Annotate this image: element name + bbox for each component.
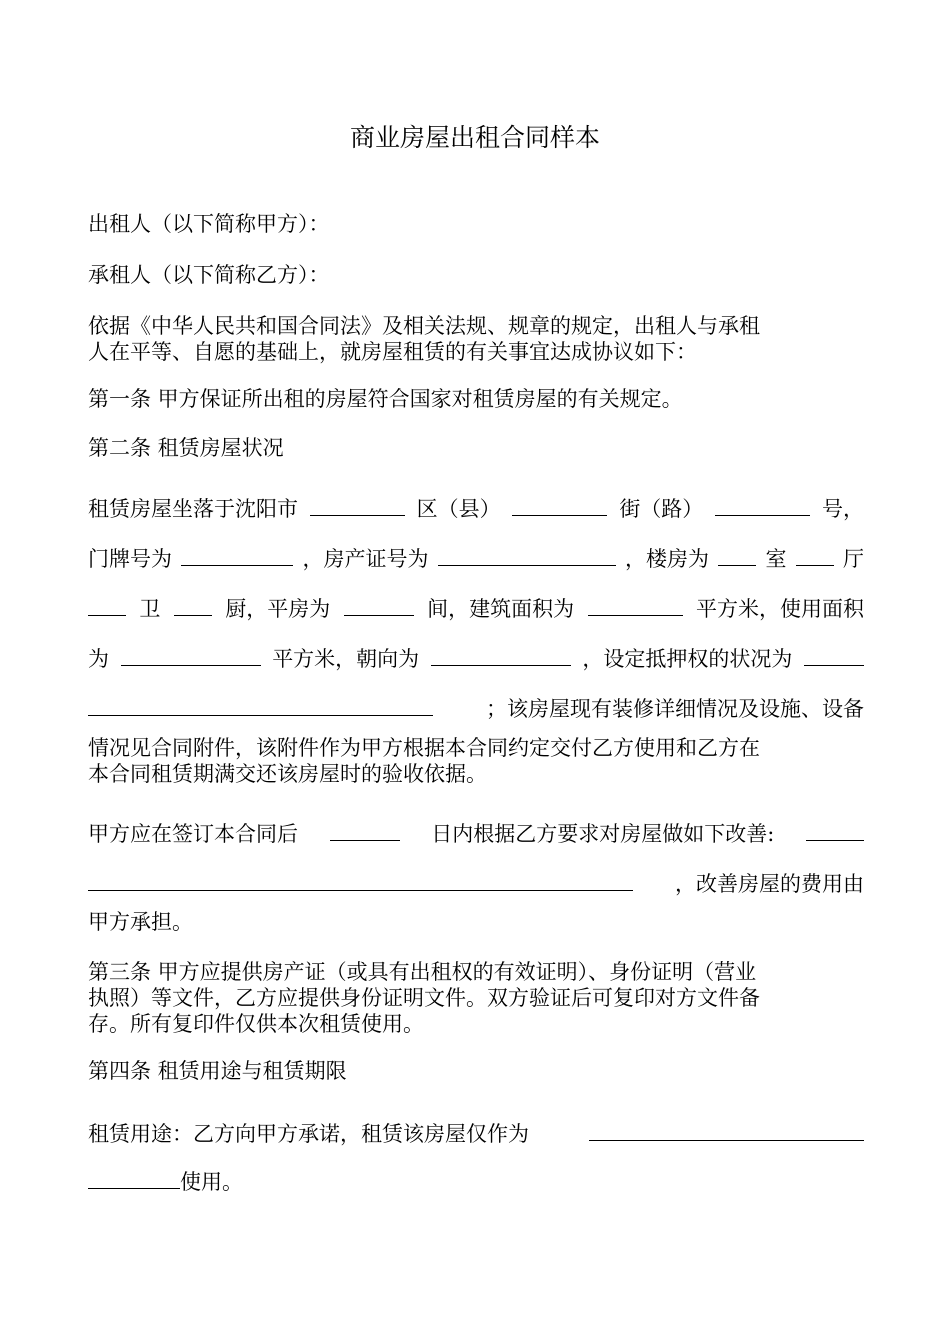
days-blank bbox=[330, 821, 400, 841]
area-label: 间，建筑面积为 bbox=[427, 597, 575, 621]
article-3-line-2: 执照）等文件，乙方应提供身份证明文件。双方验证后可复印对方文件备 bbox=[88, 986, 760, 1010]
room-label: 室 bbox=[765, 547, 787, 571]
use-area-label: 平方米，使用面积 bbox=[695, 597, 864, 621]
article-1: 第一条 甲方保证所出租的房屋符合国家对租赁房屋的有关规定。 bbox=[88, 387, 683, 411]
improve-line-2 bbox=[88, 871, 864, 897]
hall-blank bbox=[796, 546, 834, 566]
intro-line-2: 人在平等、自愿的基础上，就房屋租赁的有关事宜达成协议如下： bbox=[88, 340, 697, 364]
location-prefix: 租赁房屋坐落于沈阳市 bbox=[88, 497, 298, 521]
building-area-blank bbox=[588, 596, 683, 616]
lessor-line: 出租人（以下简称甲方）： bbox=[88, 212, 330, 236]
usage-prefix: 租赁用途：乙方向甲方承诺，租赁该房屋仅作为 bbox=[88, 1122, 529, 1146]
article-2-heading: 第二条 租赁房屋状况 bbox=[88, 436, 284, 460]
improve-cost: ，改善房屋的费用由 bbox=[675, 872, 864, 896]
area-wei: 为 bbox=[88, 647, 109, 671]
door-line bbox=[88, 546, 864, 572]
area-line bbox=[88, 646, 864, 672]
location-line bbox=[88, 496, 864, 522]
mortgage-label: ，设定抵押权的状况为 bbox=[582, 647, 793, 671]
mortgage-blank-start bbox=[804, 646, 864, 666]
number-label: 号， bbox=[821, 497, 864, 521]
street-label: 街（路） bbox=[619, 497, 704, 521]
bath-blank bbox=[88, 596, 126, 616]
improve-middle: 日内根据乙方要求对房屋做如下改善: bbox=[431, 822, 775, 846]
usage-suffix: 使用。 bbox=[180, 1170, 243, 1194]
decoration-text: ；该房屋现有装修详细情况及设施、设备 bbox=[486, 697, 864, 721]
improve-line-3: 甲方承担。 bbox=[88, 910, 193, 934]
door-prefix: 门牌号为 bbox=[88, 547, 172, 571]
cert-number-blank bbox=[438, 546, 616, 566]
improve-blank-start bbox=[806, 821, 864, 841]
intro-line-1 bbox=[88, 313, 864, 339]
article-3-line-3: 存。所有复印件仅供本次租赁使用。 bbox=[88, 1012, 424, 1036]
kitchen-blank bbox=[174, 596, 212, 616]
improve-prefix: 甲方应在签订本合同后 bbox=[88, 822, 298, 846]
improve-line-1 bbox=[88, 821, 864, 847]
room-blank bbox=[718, 546, 756, 566]
usage-line-2 bbox=[88, 1169, 864, 1195]
usage-line-1 bbox=[88, 1121, 864, 1147]
cert-label: ，房产证号为 bbox=[302, 547, 429, 571]
decoration-line-1 bbox=[88, 696, 864, 722]
usage-blank bbox=[589, 1121, 864, 1141]
hall-label: 厅 bbox=[843, 547, 864, 571]
number-blank bbox=[715, 496, 810, 516]
improve-blank bbox=[88, 871, 633, 891]
kitchen-label: 厨，平房为 bbox=[225, 597, 331, 621]
district-label: 区（县） bbox=[416, 497, 501, 521]
orientation-label: 平方米，朝向为 bbox=[272, 647, 420, 671]
bath-label: 卫 bbox=[139, 597, 161, 621]
door-number-blank bbox=[181, 546, 293, 566]
document-title: 商业房屋出租合同样本 bbox=[349, 123, 600, 152]
building-label: ，楼房为 bbox=[625, 547, 709, 571]
orientation-blank bbox=[431, 646, 571, 666]
use-area-blank bbox=[121, 646, 261, 666]
lessee-line: 承租人（以下简称乙方）： bbox=[88, 263, 330, 287]
mortgage-blank bbox=[88, 696, 433, 716]
decoration-line-3: 本合同租赁期满交还该房屋时的验收依据。 bbox=[88, 762, 487, 786]
bath-line bbox=[88, 596, 864, 622]
bungalow-blank bbox=[344, 596, 414, 616]
article-3-line-1: 第三条 甲方应提供房产证（或具有出租权的有效证明）、身份证明（营业 bbox=[88, 960, 757, 984]
article-4-heading: 第四条 租赁用途与租赁期限 bbox=[88, 1059, 347, 1083]
usage-blank-end bbox=[88, 1169, 180, 1189]
district-blank bbox=[310, 496, 405, 516]
intro-text-1: 依据《中华人民共和国合同法》及相关法规、规章的规定，出租人与承租 bbox=[88, 314, 760, 338]
street-blank bbox=[512, 496, 607, 516]
decoration-line-2: 情况见合同附件，该附件作为甲方根据本合同约定交付乙方使用和乙方在 bbox=[88, 736, 760, 760]
